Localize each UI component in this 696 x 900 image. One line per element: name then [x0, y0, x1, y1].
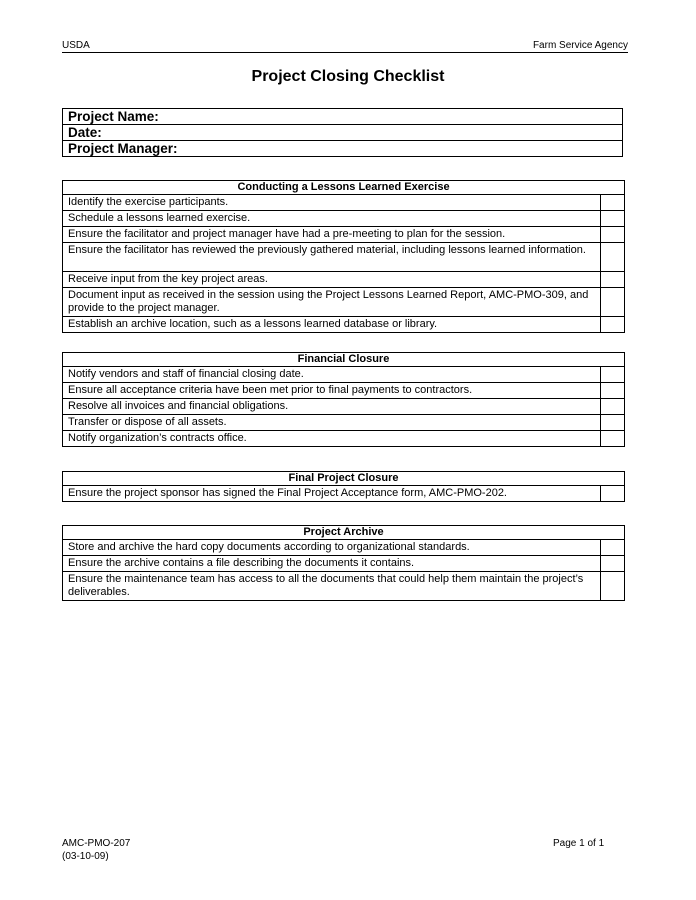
header-agency-name: Farm Service Agency	[532, 40, 628, 51]
checkbox-cell[interactable]	[601, 556, 625, 572]
checkbox-cell[interactable]	[601, 383, 625, 399]
checkbox-cell[interactable]	[601, 540, 625, 556]
checkbox-cell[interactable]	[601, 243, 625, 272]
checklist-item: Establish an archive location, such as a lessons learned database or library.	[63, 317, 601, 333]
checkbox-cell[interactable]	[601, 227, 625, 243]
lessons-learned-table	[62, 180, 625, 333]
checkbox-cell[interactable]	[601, 415, 625, 431]
checklist-item: Ensure the maintenance team has access to all the documents that could help them maintain the project’s deliverables.	[63, 572, 601, 601]
footer-form-date: (03-10-09)	[62, 851, 109, 862]
checkbox-cell[interactable]	[601, 211, 625, 227]
page-header	[62, 40, 628, 53]
section-heading: Final Project Closure	[63, 472, 625, 486]
checklist-item: Ensure all acceptance criteria have been met prior to final payments to contractors.	[63, 383, 601, 399]
checklist-item: Ensure the facilitator and project manager have had a pre-meeting to plan for the session.	[63, 227, 601, 243]
checkbox-cell[interactable]	[601, 399, 625, 415]
checklist-item: Document input as received in the session using the Project Lessons Learned Report, AMC-PMO-309, and provide to the project manager.	[63, 288, 601, 317]
final-project-closure-table	[62, 471, 625, 502]
section-heading: Project Archive	[63, 526, 625, 540]
checklist-item: Ensure the archive contains a file describing the documents it contains.	[63, 556, 601, 572]
checkbox-cell[interactable]	[601, 272, 625, 288]
checklist-item: Ensure the facilitator has reviewed the previously gathered material, including lessons learned information.	[63, 243, 601, 272]
checklist-item: Notify organization’s contracts office.	[63, 431, 601, 447]
checklist-item: Ensure the project sponsor has signed the Final Project Acceptance form, AMC-PMO-202.	[63, 486, 601, 502]
checklist-item: Store and archive the hard copy documents according to organizational standards.	[63, 540, 601, 556]
checklist-item: Notify vendors and staff of financial closing date.	[63, 367, 601, 383]
checklist-item: Transfer or dispose of all assets.	[63, 415, 601, 431]
header-agency-dept: USDA	[62, 40, 90, 51]
checkbox-cell[interactable]	[601, 317, 625, 333]
footer-page-number: Page 1 of 1	[553, 838, 605, 849]
project-name-field[interactable]: Project Name:	[63, 109, 623, 125]
financial-closure-table	[62, 352, 625, 447]
checklist-item: Resolve all invoices and financial obligations.	[63, 399, 601, 415]
checkbox-cell[interactable]	[601, 195, 625, 211]
checkbox-cell[interactable]	[601, 367, 625, 383]
section-heading: Conducting a Lessons Learned Exercise	[63, 181, 625, 195]
project-archive-table	[62, 525, 625, 601]
footer-form-info	[62, 837, 130, 863]
checkbox-cell[interactable]	[601, 486, 625, 502]
checklist-item: Receive input from the key project areas.	[63, 272, 601, 288]
checklist-item: Schedule a lessons learned exercise.	[63, 211, 601, 227]
checkbox-cell[interactable]	[601, 572, 625, 601]
date-field[interactable]: Date:	[63, 125, 623, 141]
project-info-table	[62, 108, 623, 157]
footer-form-number: AMC-PMO-207	[62, 838, 131, 849]
project-manager-field[interactable]: Project Manager:	[63, 141, 623, 157]
section-heading: Financial Closure	[63, 353, 625, 367]
checkbox-cell[interactable]	[601, 288, 625, 317]
checkbox-cell[interactable]	[601, 431, 625, 447]
checklist-item: Identify the exercise participants.	[63, 195, 601, 211]
page-title: Project Closing Checklist	[251, 68, 445, 85]
